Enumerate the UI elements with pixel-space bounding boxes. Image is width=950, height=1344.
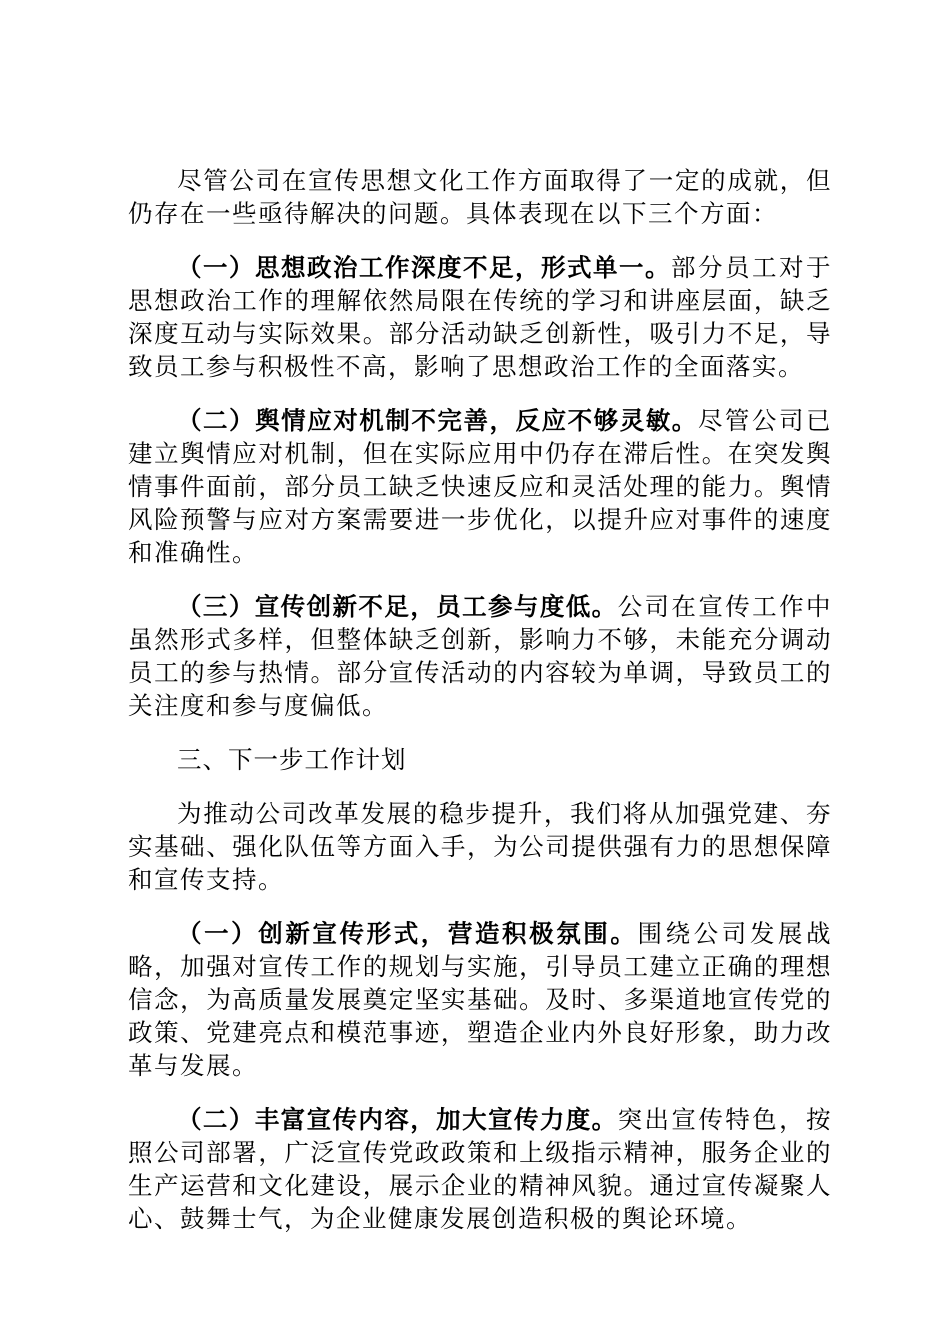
plan-1-lead: （一）创新宣传形式，营造积极氛围。 <box>177 919 638 948</box>
plan-1-body: 围绕公司发展战略，加强对宣传工作的规划与实施，引导员工建立正确的理想信念，为高质量发展奠定坚实基础。及时、多渠道地宣传党的政策、党建亮点和模范事迹，塑造企业内外良好形象，助力改革与发展。 <box>128 919 833 1080</box>
document-page <box>128 164 832 1256</box>
problem-3-lead: （三）宣传创新不足，员工参与度低。 <box>177 592 618 621</box>
problem-paragraph-3 <box>128 590 832 722</box>
plan-paragraph-1 <box>128 917 832 1082</box>
intro-paragraph: 尽管公司在宣传思想文化工作方面取得了一定的成就，但仍存在一些亟待解决的问题。具体表现在以下三个方面： <box>128 166 832 228</box>
problem-paragraph-2 <box>128 404 832 569</box>
problem-paragraph-1 <box>128 251 832 383</box>
plan-paragraph-2 <box>128 1103 832 1235</box>
problem-1-body: 部分员工对于思想政治工作的理解依然局限在传统的学习和讲座层面，缺乏深度互动与实际效果。部分活动缺乏创新性，吸引力不足，导致员工参与积极性不高，影响了思想政治工作的全面落实。 <box>128 253 832 381</box>
plan-2-body: 突出宣传特色，按照公司部署，广泛宣传党政政策和上级指示精神，服务企业的生产运营和文化建设，展示企业的精神风貌。通过宣传凝聚人心、鼓舞士气，为企业健康发展创造积极的舆论环境。 <box>128 1105 833 1233</box>
problem-2-body: 尽管公司已建立舆情应对机制，但在实际应用中仍存在滞后性。在突发舆情事件面前，部分员工缺乏快速反应和灵活处理的能力。舆情风险预警与应对方案需要进一步优化，以提升应对事件的速度和准确性。 <box>128 406 833 567</box>
problem-3-body: 公司在宣传工作中虽然形式多样，但整体缺乏创新，影响力不够，未能充分调动员工的参与热情。部分宣传活动的内容较为单调，导致员工的关注度和参与度偏低。 <box>128 592 833 720</box>
problem-1-lead: （一）思想政治工作深度不足，形式单一。 <box>177 253 671 282</box>
plan-2-lead: （二）丰富宣传内容，加大宣传力度。 <box>177 1105 618 1134</box>
section-heading: 三、下一步工作计划 <box>177 745 407 774</box>
plan-intro-paragraph: 为推动公司改革发展的稳步提升，我们将从加强党建、夯实基础、强化队伍等方面入手，为公司提供强有力的思想保障和宣传支持。 <box>128 799 832 894</box>
problem-2-lead: （二）舆情应对机制不完善，反应不够灵敏。 <box>177 406 698 435</box>
